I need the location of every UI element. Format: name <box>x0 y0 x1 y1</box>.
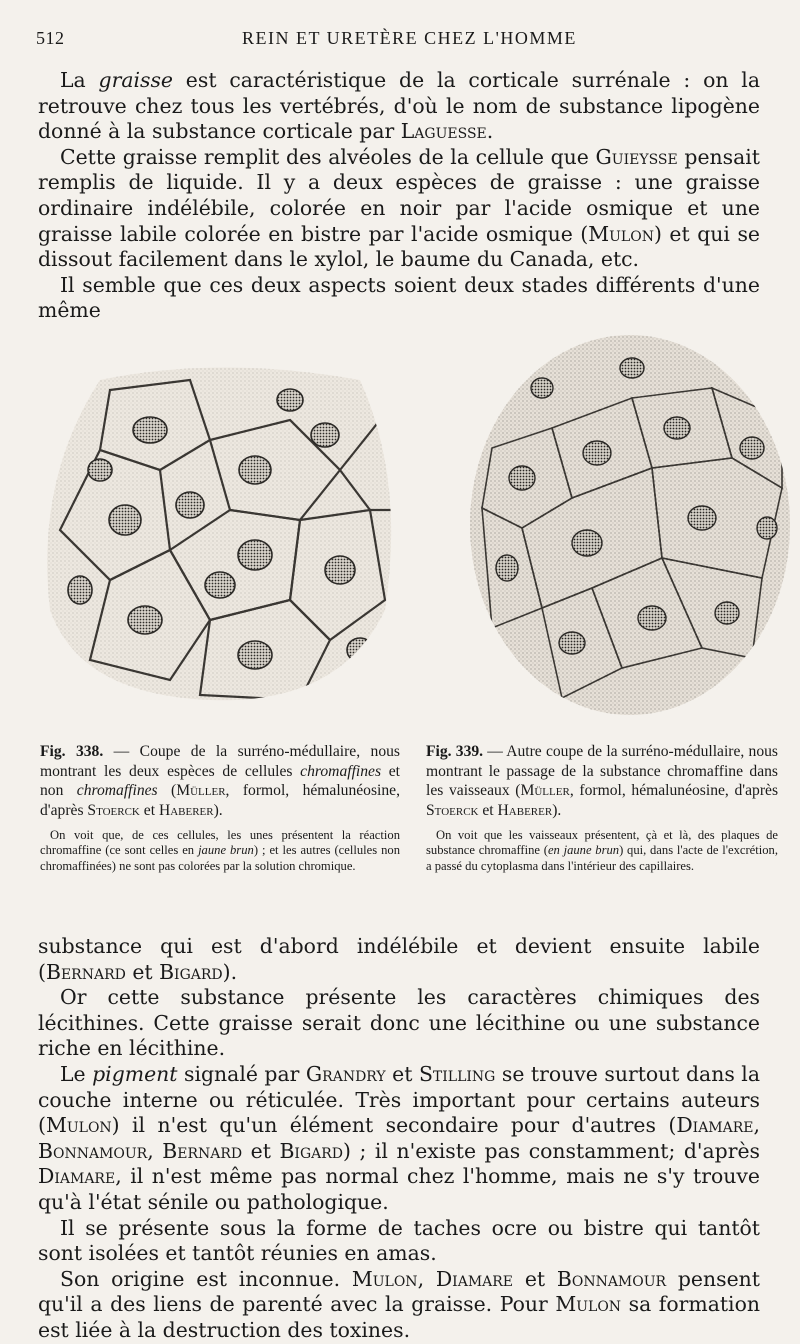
text-run: , il n'est même pas normal chez l'homme, mais ne s'y trouve qu'à l'état sénile ou pathologique. <box>38 1164 760 1214</box>
figure-339-caption <box>426 742 778 874</box>
histology-section-338 <box>40 360 400 710</box>
figure-339-note <box>426 828 778 874</box>
author-name: Diamare <box>676 1113 754 1138</box>
text-run: pensait remplis de liquide. Il y a deux espèces de graisse : une graisse ordinaire indélébile, colorée en noir par l'acide osmique et une graisse labile colorée en bistre par l'acide osmique ( <box>38 144 760 246</box>
author-name: Laguesse <box>400 119 487 144</box>
figure-338-note <box>40 828 400 874</box>
author-name: Bonnamour <box>38 1138 148 1163</box>
text-run: ) il n'est qu'un élément secondaire pour d'autres ( <box>111 1113 677 1138</box>
text-run: ) ; il n'existe pas constamment; d'après <box>343 1138 760 1163</box>
figure-338-illustration <box>40 360 400 710</box>
text-run: . <box>486 119 494 144</box>
text-run: Il se présente sous la forme de taches ocre ou bistre qui tantôt sont isolées et tantôt réunies en amas. <box>38 1215 760 1266</box>
text-run: et non <box>40 762 400 799</box>
text-run: Il semble que ces deux aspects soient deux stades différents d'une même <box>38 272 760 323</box>
paragraph-graisse <box>38 68 760 145</box>
text-run: pensent qu'il a des liens de parenté avec la graisse. Pour <box>38 1266 760 1317</box>
text-run: Or cette substance présente les caractères chimiques des lécithines. Cette graisse serait donc une lécithine ou une substance riche en lécithine. <box>38 985 760 1061</box>
text-run: et <box>513 1266 557 1291</box>
text-run: , <box>417 1266 436 1291</box>
author-name: Guieysse <box>595 144 678 169</box>
author-name: Mulon <box>351 1266 418 1291</box>
text-run: ( <box>157 782 177 799</box>
histology-section-339 <box>462 328 798 722</box>
author-name: Bernard <box>45 959 126 984</box>
author-name: Müller <box>520 782 570 799</box>
author-name: Stoerck <box>87 801 140 819</box>
text-run: ) qui, dans l'acte de l'excrétion, a passé du cytoplasma dans l'intérieur des capillaires. <box>426 843 778 873</box>
author-name: Stilling <box>418 1061 496 1086</box>
figure-338-caption <box>40 742 400 874</box>
author-name: Diamare <box>435 1266 514 1291</box>
text-run: et <box>385 1061 419 1086</box>
author-name: Mulon <box>45 1113 112 1138</box>
paragraph-origine <box>38 1267 760 1344</box>
running-header <box>36 28 768 52</box>
page-number: 512 <box>36 28 65 48</box>
author-name: Stoerck <box>426 801 479 819</box>
text-run: ). <box>222 959 238 984</box>
text-run: ) ; et les autres (cellules non chromaffinées) ne sont pas colorées par la solution chromique. <box>40 843 400 873</box>
author-name: Mulon <box>588 221 654 246</box>
text-run: , <box>147 1138 163 1163</box>
text-run: substance qui est d'abord indélébile et devient ensuite labile ( <box>38 934 760 984</box>
author-name: Bernard <box>162 1138 243 1163</box>
text-run: se trouve surtout dans la couche interne ou réticulée. Très important pour certains auteurs ( <box>38 1061 760 1138</box>
body-text-top <box>38 68 760 324</box>
italic-term: chromaffines <box>300 762 382 780</box>
text-run: On voit que, de ces cellules, les unes présentent la réaction chromaffine (ce sont celles en <box>40 828 400 858</box>
text-run: Le <box>60 1061 93 1086</box>
paragraph-substance-continued <box>38 934 760 985</box>
text-run: La <box>60 68 99 92</box>
paragraph-alveoles <box>38 145 760 273</box>
text-run: et <box>242 1138 280 1163</box>
text-run: ). <box>552 801 562 819</box>
author-name: Bigard <box>279 1138 344 1163</box>
text-run: et <box>478 801 498 819</box>
paragraph-taches <box>38 1216 760 1267</box>
author-name: Haberer <box>158 801 214 819</box>
text-run: , formol, hémalunéosine, d'après <box>40 782 400 819</box>
text-run: sa formation est liée à la destruction des toxines. <box>38 1292 760 1342</box>
text-run: est caractéristique de la corticale surrénale : on la retrouve chez tous les vertébrés, d'où le nom de substance lipogène donné à la substance corticale par <box>38 68 760 144</box>
paragraph-stades <box>38 273 760 324</box>
author-name: Diamare <box>38 1164 116 1189</box>
figure-338-legend <box>40 742 400 820</box>
text-run: Cette graisse remplit des alvéoles de la cellule que <box>60 144 596 169</box>
running-title: REIN ET URETÈRE CHEZ L'HOMME <box>242 28 577 48</box>
text-run: , formol, hémalunéosine, d'après <box>569 782 779 799</box>
author-name: Haberer <box>497 801 553 819</box>
text-run: On voit que les vaisseaux présentent, çà et là, des plaques de substance chromaffine ( <box>426 828 778 858</box>
author-name: Müller <box>176 782 226 799</box>
text-run: ) et qui se dissout facilement dans le xylol, le baume du Canada, etc. <box>38 221 760 272</box>
text-run: et <box>125 959 160 984</box>
paragraph-lecithines <box>38 985 760 1062</box>
italic-term: chromaffines <box>76 782 158 799</box>
text-run: — Autre coupe de la surréno-médullaire, nous montrant le passage de la substance chromaffine dans les vaisseaux ( <box>426 743 778 799</box>
author-name: Bigard <box>159 959 223 984</box>
text-run: et <box>139 801 159 819</box>
paragraph-pigment <box>38 1062 760 1216</box>
italic-term: en jaune brun <box>547 843 620 858</box>
figure-number: Fig. 339. <box>426 743 484 760</box>
figure-339-illustration <box>462 328 798 722</box>
author-name: Bonnamour <box>556 1266 667 1291</box>
text-run: ). <box>213 801 223 819</box>
figure-number: Fig. 338. <box>40 743 104 760</box>
text-run: — Coupe de la surréno-médullaire, nous montrant les deux espèces de cellules <box>40 743 400 780</box>
author-name: Mulon <box>555 1292 622 1317</box>
text-run: Son origine est inconnue. <box>60 1266 352 1291</box>
italic-term: pigment <box>92 1061 178 1086</box>
text-run: signalé par <box>177 1061 306 1086</box>
italic-term: jaune brun <box>198 843 254 858</box>
figure-339-legend <box>426 742 778 820</box>
text-run: , <box>753 1113 760 1138</box>
italic-term: graisse <box>98 68 173 92</box>
author-name: Grandry <box>305 1061 386 1086</box>
body-text-bottom <box>38 934 760 1344</box>
